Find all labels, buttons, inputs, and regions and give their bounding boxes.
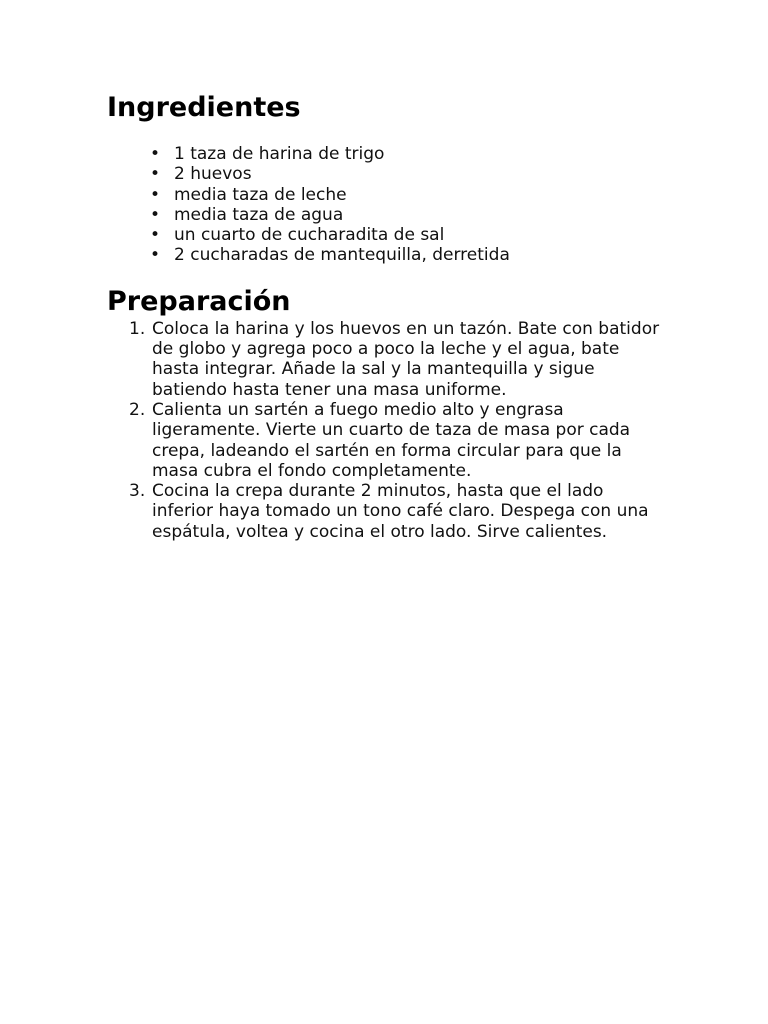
bullet-icon: • [150, 144, 161, 164]
step-item [129, 481, 662, 542]
step-text: Calienta un sartén a fuego medio alto y engrasa ligeramente. Vierte un cuarto de taza de masa por cada crepa, ladeando el sartén en forma circular para que la masa cubra el fondo completamente. [152, 399, 631, 481]
list-item [150, 204, 667, 225]
preparation-heading: Preparación [107, 285, 291, 317]
ingredients-list [107, 144, 667, 266]
step-number: 3. [129, 481, 146, 502]
list-item [150, 164, 667, 185]
bullet-icon: • [150, 225, 161, 246]
bullet-icon: • [150, 184, 161, 205]
preparation-steps-list [107, 319, 667, 542]
bullet-icon: • [150, 245, 161, 266]
list-item [150, 225, 667, 246]
list-item [150, 245, 667, 266]
recipe-content [107, 91, 667, 542]
ingredient-text: media taza de agua [174, 204, 344, 225]
ingredient-text: 1 taza de harina de trigo [174, 144, 385, 164]
step-number: 1. [129, 318, 146, 339]
ingredient-text: media taza de leche [174, 184, 347, 205]
ingredients-heading: Ingredientes [107, 92, 301, 123]
step-text: Coloca la harina y los huevos en un tazón. Bate con batidor de globo y agrega poco a poco la leche y el agua, bate hasta integrar. Añade la sal y la mantequilla y sigue batiendo hasta tener una masa uniforme. [152, 318, 660, 400]
step-item [129, 318, 662, 400]
list-item [150, 184, 667, 205]
ingredient-text: un cuarto de cucharadita de sal [174, 225, 445, 246]
step-item [129, 399, 662, 481]
ingredient-text: 2 huevos [174, 164, 252, 185]
list-item [150, 144, 667, 164]
step-text: Cocina la crepa durante 2 minutos, hasta que el lado inferior haya tomado un tono café claro. Despega con una espátula, voltea y cocina el otro lado. Sirve calientes. [152, 481, 649, 542]
bullet-icon: • [150, 164, 161, 185]
step-number: 2. [129, 399, 146, 420]
bullet-icon: • [150, 204, 161, 225]
ingredient-text: 2 cucharadas de mantequilla, derretida [174, 245, 510, 266]
